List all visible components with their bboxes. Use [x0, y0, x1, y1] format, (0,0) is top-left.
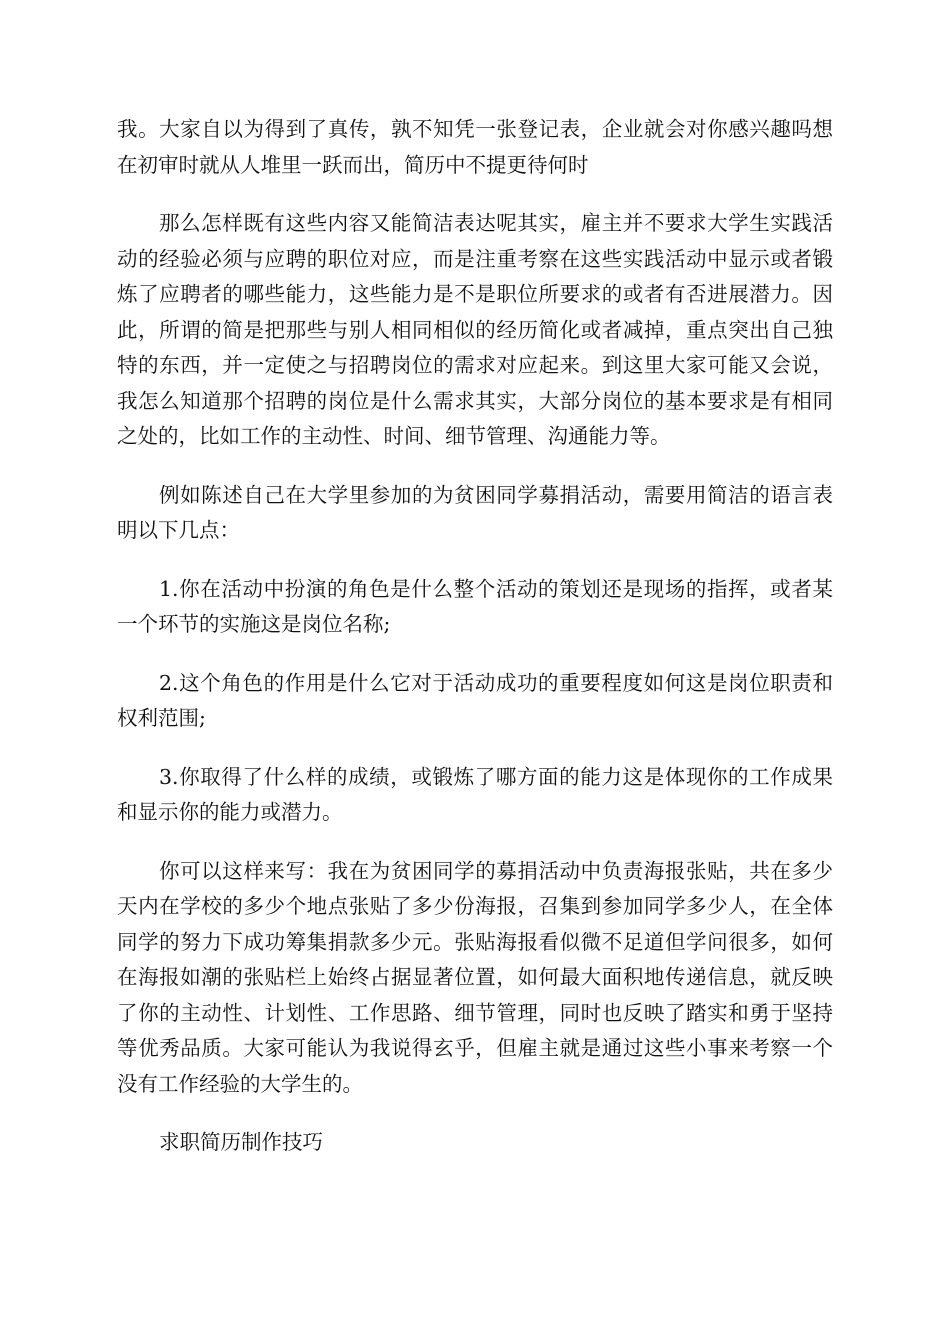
- document-page: [117, 112, 833, 1184]
- body-paragraph-sample-writing: 你可以这样来写：我在为贫困同学的募捐活动中负责海报张贴，共在多少天内在学校的多少个地点张贴了多少份海报，召集到参加同学多少人，在全体同学的努力下成功筹集捐款多少元。张贴海报看似微不足道但学问很多，如何在海报如潮的张贴栏上始终占据显著位置，如何最大面积地传递信息，就反映了你的主动性、计划性、工作思路、细节管理，同时也反映了踏实和勇于坚持等优秀品质。大家可能认为我说得玄乎，但雇主就是通过这些小事来考察一个没有工作经验的大学生的。: [117, 858, 833, 1096]
- list-item-2: 2.这个角色的作用是什么它对于活动成功的重要程度如何这是岗位职责和权利范围;: [117, 670, 833, 730]
- section-heading: 求职简历制作技巧: [159, 1130, 323, 1154]
- body-paragraph-example-intro: 例如陈述自己在大学里参加的为贫困同学募捐活动，需要用简洁的语言表明以下几点：: [117, 482, 833, 542]
- list-item-1: 1.你在活动中扮演的角色是什么整个活动的策划还是现场的指挥，或者某一个环节的实施这是岗位名称;: [117, 576, 833, 636]
- continuation-paragraph: 我。大家自以为得到了真传，孰不知凭一张登记表，企业就会对你感兴趣吗想在初审时就从人堆里一跃而出，简历中不提更待何时: [117, 117, 833, 177]
- body-paragraph-concise-expression: 那么怎样既有这些内容又能简洁表达呢其实，雇主并不要求大学生实践活动的经验必须与应聘的职位对应，而是注重考察在这些实践活动中显示或者锻炼了应聘者的哪些能力，这些能力是不是职位所要求的或者有否进展潜力。因此，所谓的简是把那些与别人相同相似的经历简化或者减掉，重点突出自己独特的东西，并一定使之与招聘岗位的需求对应起来。到这里大家可能又会说，我怎么知道那个招聘的岗位是什么需求其实，大部分岗位的基本要求是有相同之处的，比如工作的主动性、时间、细节管理、沟通能力等。: [117, 211, 833, 448]
- list-item-3: 3.你取得了什么样的成绩，或锻炼了哪方面的能力这是体现你的工作成果和显示你的能力或潜力。: [117, 764, 833, 824]
